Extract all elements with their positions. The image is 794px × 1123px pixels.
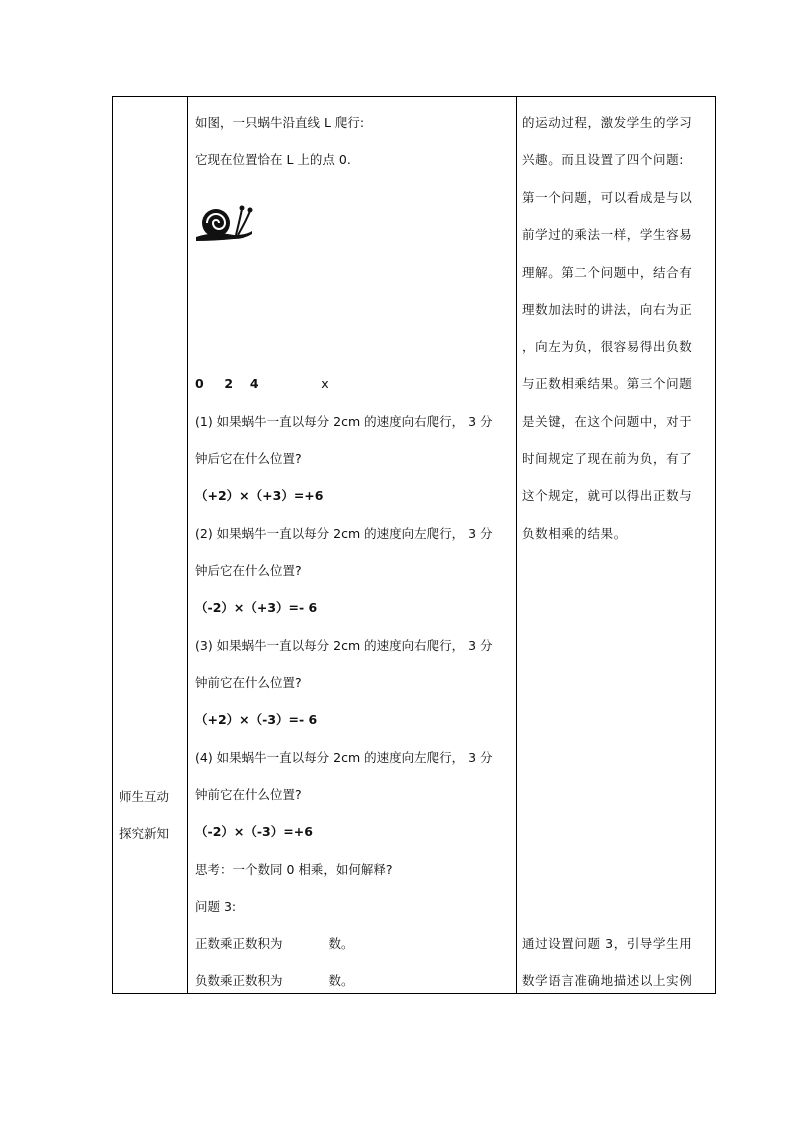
think-prompt: 思考：一个数同 0 相乘，如何解释? <box>195 862 393 877</box>
rule-negative-positive <box>195 973 354 989</box>
question-4-cont: 钟前它在什么位置? <box>195 787 302 802</box>
commentary-line: 负数相乘的结果。 <box>522 526 627 541</box>
rule-text: 正数乘正数积为 <box>195 936 283 951</box>
intro-text: 如图，一只蜗牛沿直线 L 爬行: <box>195 115 365 130</box>
problem-3-heading: 问题 3: <box>195 899 237 914</box>
commentary-cell <box>517 97 716 993</box>
commentary-line: ，向左为负，很容易得出负数 <box>522 339 693 354</box>
axis-label-x: x <box>321 376 329 391</box>
commentary-line: 与正数相乘结果。第三个问题 <box>522 376 693 391</box>
axis-tick-4: 4 <box>249 376 259 391</box>
commentary-line: 是关键，在这个问题中，对于 <box>522 414 693 429</box>
axis-tick-0: 0 <box>195 376 204 391</box>
lesson-table <box>112 96 716 994</box>
question-4: (4) 如果蜗牛一直以每分 2cm 的速度向左爬行， 3 分 <box>195 750 493 765</box>
equation-3: （+2）×（-3）=- 6 <box>195 712 318 727</box>
section-label-line: 师生互动 <box>119 789 170 804</box>
snail-image <box>194 201 254 243</box>
question-1: (1) 如果蜗牛一直以每分 2cm 的速度向右爬行， 3 分 <box>195 414 493 429</box>
question-2: (2) 如果蜗牛一直以每分 2cm 的速度向左爬行， 3 分 <box>195 526 493 541</box>
rule-positive-positive <box>195 936 354 952</box>
rule-suffix: 数。 <box>328 936 354 951</box>
commentary-line: 的运动过程，激发学生的学习 <box>522 115 693 130</box>
intro-text: 它现在位置恰在 L 上的点 0. <box>195 152 351 167</box>
commentary-bottom-line: 通过设置问题 3，引导学生用 <box>522 936 693 951</box>
commentary-line: 理解。第二个问题中，结合有 <box>522 265 693 280</box>
commentary-line: 时间规定了现在前为负，有了 <box>522 451 693 466</box>
commentary-line: 这个规定，就可以得出正数与 <box>522 488 693 503</box>
commentary-line: 兴趣。而且设置了四个问题: <box>522 152 685 167</box>
content-cell <box>188 97 516 993</box>
equation-1: （+2）×（+3）=+6 <box>195 488 324 503</box>
equation-2: （-2）×（+3）=- 6 <box>195 600 318 615</box>
commentary-line: 理数加法时的讲法，向右为正 <box>522 302 693 317</box>
rule-text: 负数乘正数积为 <box>195 973 283 988</box>
equation-4: （-2）×（-3）=+6 <box>195 824 313 839</box>
rule-suffix: 数。 <box>328 973 354 988</box>
number-axis-labels <box>195 376 329 392</box>
question-2-cont: 钟后它在什么位置? <box>195 563 302 578</box>
question-1-cont: 钟后它在什么位置? <box>195 451 302 466</box>
question-3: (3) 如果蜗牛一直以每分 2cm 的速度向右爬行， 3 分 <box>195 638 493 653</box>
question-3-cont: 钟前它在什么位置? <box>195 675 302 690</box>
commentary-line: 前学过的乘法一样，学生容易 <box>522 227 693 242</box>
commentary-bottom-line: 数学语言准确地描述以上实例 <box>522 973 693 988</box>
section-label-cell <box>113 97 187 993</box>
axis-tick-2: 2 <box>224 376 234 391</box>
section-label-line: 探究新知 <box>119 826 170 841</box>
commentary-line: 第一个问题，可以看成是与以 <box>522 190 693 205</box>
